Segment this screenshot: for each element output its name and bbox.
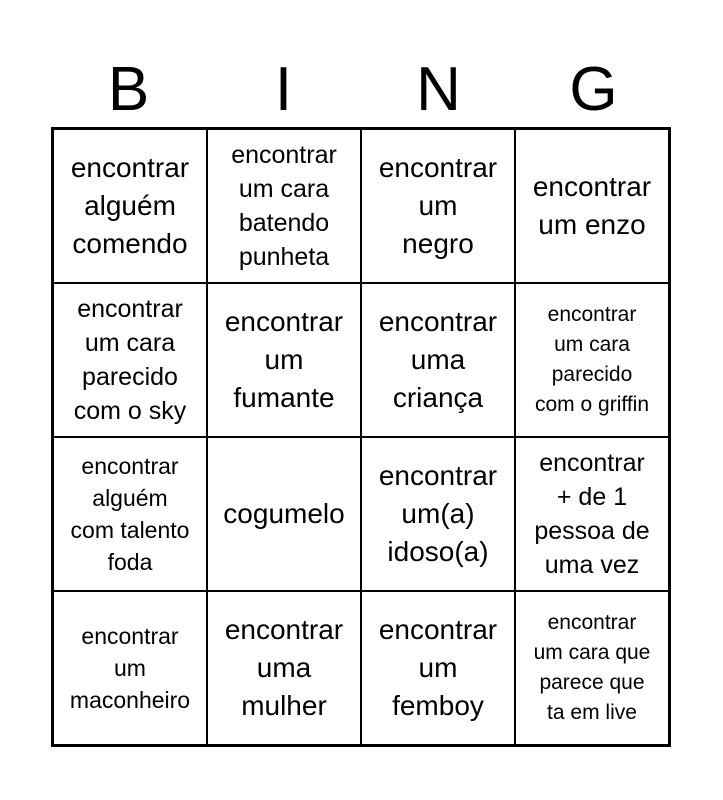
header-letter-g: G [569, 55, 618, 124]
bingo-cell-r2c3[interactable] [361, 283, 515, 437]
bingo-cell-r1c2[interactable] [207, 129, 361, 283]
bingo-cell-r3c4[interactable] [515, 437, 669, 591]
cell-text: encontrar um cara parecido com o griffin [535, 303, 649, 416]
header-letter-i: I [274, 55, 293, 124]
bingo-cell-r3c2[interactable] [207, 437, 361, 591]
bingo-header [51, 52, 671, 128]
cell-text: encontrar um femboy [378, 614, 498, 721]
bingo-cell-r4c2[interactable] [207, 591, 361, 745]
header-letter-n: N [416, 55, 461, 124]
bingo-cell-r1c4[interactable] [515, 129, 669, 283]
bingo-cell-r3c1[interactable] [53, 437, 207, 591]
bingo-cell-r2c4[interactable] [515, 283, 669, 437]
bingo-cell-r3c3[interactable] [361, 437, 515, 591]
bingo-cell-r2c1[interactable] [53, 283, 207, 437]
header-letter-b: B [107, 55, 150, 124]
bingo-cell-r2c2[interactable] [207, 283, 361, 437]
cell-text: encontrar um fumante [224, 306, 344, 413]
bingo-cell-r4c4[interactable] [515, 591, 669, 745]
cell-text: encontrar alguém comendo [70, 152, 190, 259]
bingo-cell-r1c1[interactable] [53, 129, 207, 283]
cell-text: encontrar um(a) idoso(a) [378, 460, 498, 567]
cell-text: encontrar um enzo [532, 171, 652, 240]
cell-text: encontrar uma criança [378, 306, 498, 413]
cell-text: encontrar um cara que parece que ta em live [533, 611, 651, 724]
bingo-cell-r4c3[interactable] [361, 591, 515, 745]
bingo-cell-r4c1[interactable] [53, 591, 207, 745]
cell-text: encontrar um maconheiro [69, 623, 191, 713]
bingo-grid [51, 127, 671, 747]
bingo-cell-r1c3[interactable] [361, 129, 515, 283]
cell-text: encontrar + de 1 pessoa de uma vez [534, 449, 650, 579]
cell-text: encontrar um negro [378, 152, 498, 259]
cell-text: encontrar alguém com talento foda [70, 453, 190, 575]
cell-text: encontrar um cara parecido com o sky [73, 295, 187, 425]
cell-text: encontrar um cara batendo punheta [231, 141, 337, 271]
cell-text: encontrar uma mulher [224, 614, 344, 721]
cell-text: cogumelo [223, 498, 345, 529]
